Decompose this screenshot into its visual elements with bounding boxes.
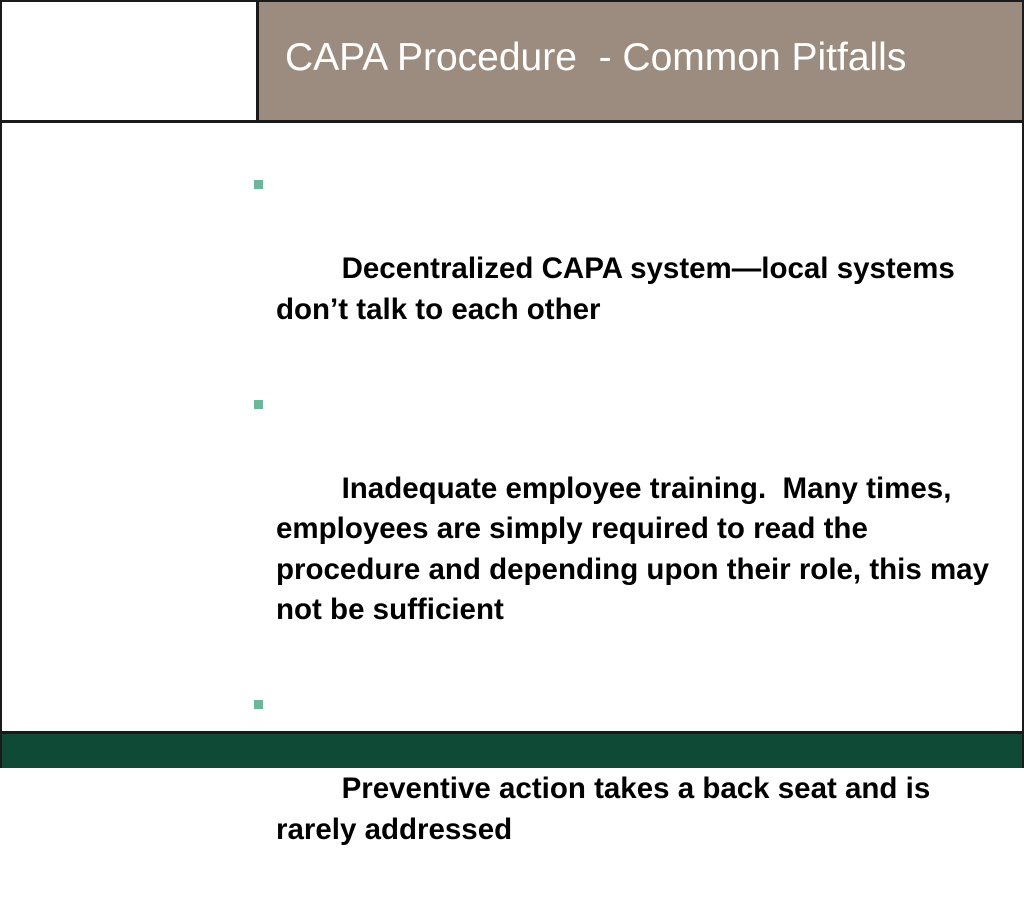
bullet-item bbox=[252, 168, 1002, 371]
square-bullet-icon bbox=[254, 700, 263, 709]
square-bullet-icon bbox=[254, 180, 263, 189]
bullet-item bbox=[252, 688, 1002, 891]
square-bullet-icon bbox=[254, 400, 263, 409]
bullet-text: Preventive action takes a back seat and is rarely addressed bbox=[276, 772, 939, 846]
bullet-item bbox=[252, 388, 1002, 672]
bullet-list bbox=[252, 168, 1002, 891]
slide-content bbox=[252, 168, 1002, 908]
bullet-text: Inadequate employee training. Many times, employees are simply required to read the procedure and depending upon their role, this may not be sufficient bbox=[276, 471, 998, 626]
title-band bbox=[259, 2, 1022, 120]
header-logo-area bbox=[2, 2, 259, 120]
slide-title: CAPA Procedure - Common Pitfalls bbox=[285, 36, 907, 79]
footer-bar bbox=[2, 731, 1022, 768]
bullet-text: Decentralized CAPA system—local systems don’t talk to each other bbox=[276, 252, 963, 326]
slide-header bbox=[2, 2, 1022, 123]
